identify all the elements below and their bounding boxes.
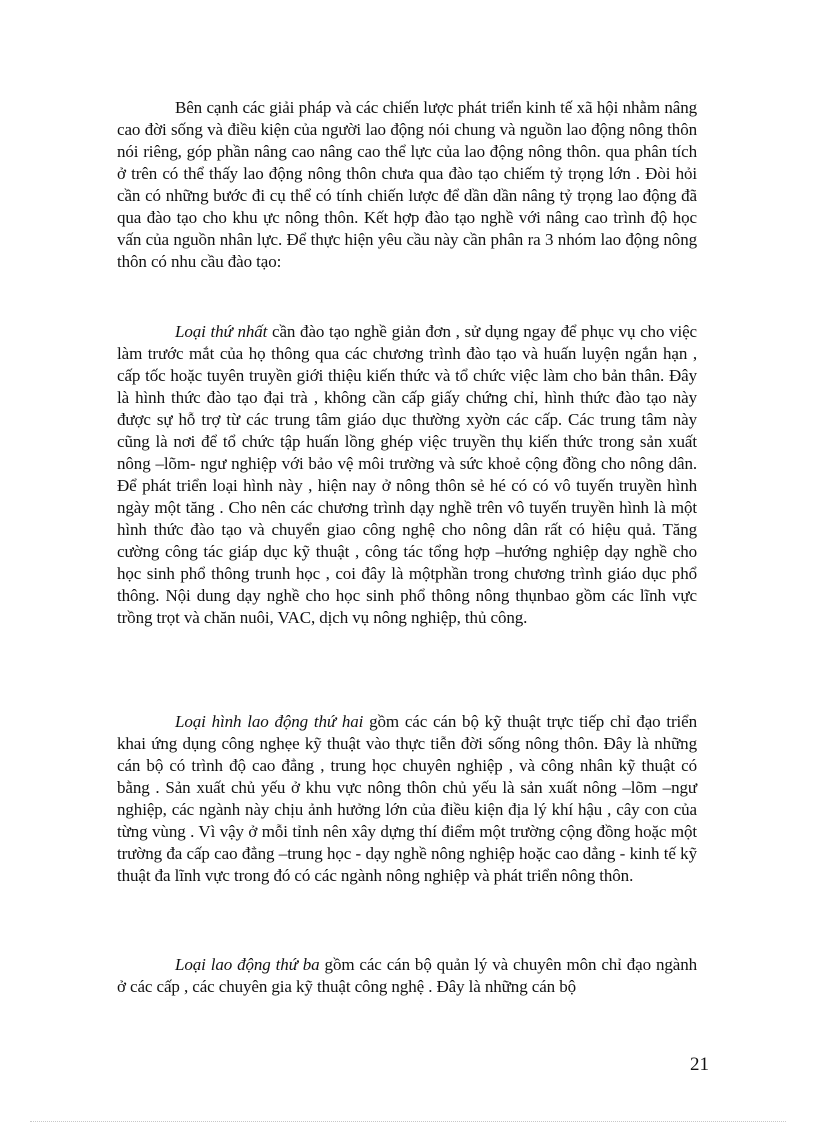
paragraph-second-group bbox=[117, 711, 697, 887]
paragraph-second-group-body bbox=[117, 711, 697, 887]
page-number: 21 bbox=[690, 1054, 709, 1075]
paragraph-third-group bbox=[117, 954, 697, 998]
paragraph-intro bbox=[117, 97, 697, 273]
page-bottom-divider bbox=[30, 1121, 786, 1122]
paragraph-third-group-lead: Loại lao động thứ ba bbox=[175, 955, 320, 974]
paragraph-first-group-text: cần đào tạo nghề giản đơn , sử dụng ngay để phục vụ cho việc làm trước mắt của họ thông qua các chương trình đào tạo và huấn luyện ngắn hạn , cấp tốc hoặc tuyên truyền giới thiệu kiến thức và tổ chức việc làm cho bản thân. Đây là hình thức đào tạo đại trà , không cần cấp giấy chứng chỉ, hình thức đào tạo này được sự hỗ trợ từ các trung tâm giáo dục thường xyờn các cấp. Các trung tâm này cũng là nơi để tổ chức tập huấn lồng ghép việc truyền thụ kiến thức trong sản xuất nông –lõm- ngư nghiệp với bảo vệ môi trường và sức khoẻ cộng đồng cho nông dân. Để phát triển loại hình này , hiện nay ở nông thôn sẻ hé có có vô tuyến truyền hình ngày một tăng . Cho nên các chương trình dạy nghề trên vô tuyến truyền hình là một hình thức đào tạo và chuyển giao công nghệ cho nông dân rất có hiệu quả. Tăng cường công tác giáp dục kỹ thuật , công tác tổng hợp –hướng nghiệp dạy nghề cho học sinh phổ thông trunh học , coi đây là mộtphần trong chương trình giáo dục phổ thông. Nội dung dạy nghề cho học sinh phổ thông nông thụnbao gồm các lĩnh vực trồng trọt và chăn nuôi, VAC, dịch vụ nông nghiệp, thủ công. bbox=[117, 322, 697, 627]
paragraph-first-group-body bbox=[117, 321, 697, 629]
paragraph-second-group-text: gồm các cán bộ kỹ thuật trực tiếp chỉ đạo triển khai ứng dụng công nghẹe kỹ thuật vào thực tiễn đời sống nông thôn. Đây là những cán bộ có trình độ cao đẳng , trung học chuyên nghiệp , và công nhân kỹ thuật có bằng . Sản xuất chủ yếu ở khu vực nông thôn chủ yếu là sản xuất nông –lõm –ngư nghiệp, các ngành này chịu ảnh hưởng lớn của điều kiện địa lý khí hậu , cây con của từng vùng . Vì vậy ở mỗi tỉnh nên xây dựng thí điểm một trường cộng đồng hoặc một trường đa cấp cao đẳng –trung học - dạy nghề nông nghiệp hoặc cao dẳng - kinh tế kỹ thuật đa lĩnh vực trong đó có các ngành nông nghiệp và phát triển nông thôn. bbox=[117, 712, 697, 885]
paragraph-third-group-text: gồm các cán bộ quản lý và chuyên môn chỉ đạo ngành ở các cấp , các chuyên gia kỹ thuật công nghệ . Đây là những cán bộ bbox=[117, 955, 697, 996]
paragraph-second-group-lead: Loại hình lao động thứ hai bbox=[175, 712, 364, 731]
paragraph-first-group bbox=[117, 321, 697, 629]
paragraph-third-group-body bbox=[117, 954, 697, 998]
paragraph-intro-text: Bên cạnh các giải pháp và các chiến lược phát triển kinh tế xã hội nhằm nâng cao đời sống và điều kiện của người lao động nói chung và nguồn lao động nông thôn nói riêng, góp phần nâng cao nâng cao thể lực của lao động nông thôn. qua phân tích ở trên có thể thấy lao động nông thôn chưa qua đào tạo chiếm tỷ trọng lớn . Đòi hỏi cần có những bước đi cụ thể có tính chiến lược để dần dần nâng tỷ trọng lao động đã qua đào tạo cho khu ực nông thôn. Kết hợp đào tạo nghề với nâng cao trình độ học vấn của nguồn nhân lực. Để thực hiện yêu cầu này cần phân ra 3 nhóm lao động nông thôn có nhu cầu đào tạo: bbox=[117, 98, 697, 271]
paragraph-first-group-lead: Loại thứ nhất bbox=[175, 322, 268, 341]
